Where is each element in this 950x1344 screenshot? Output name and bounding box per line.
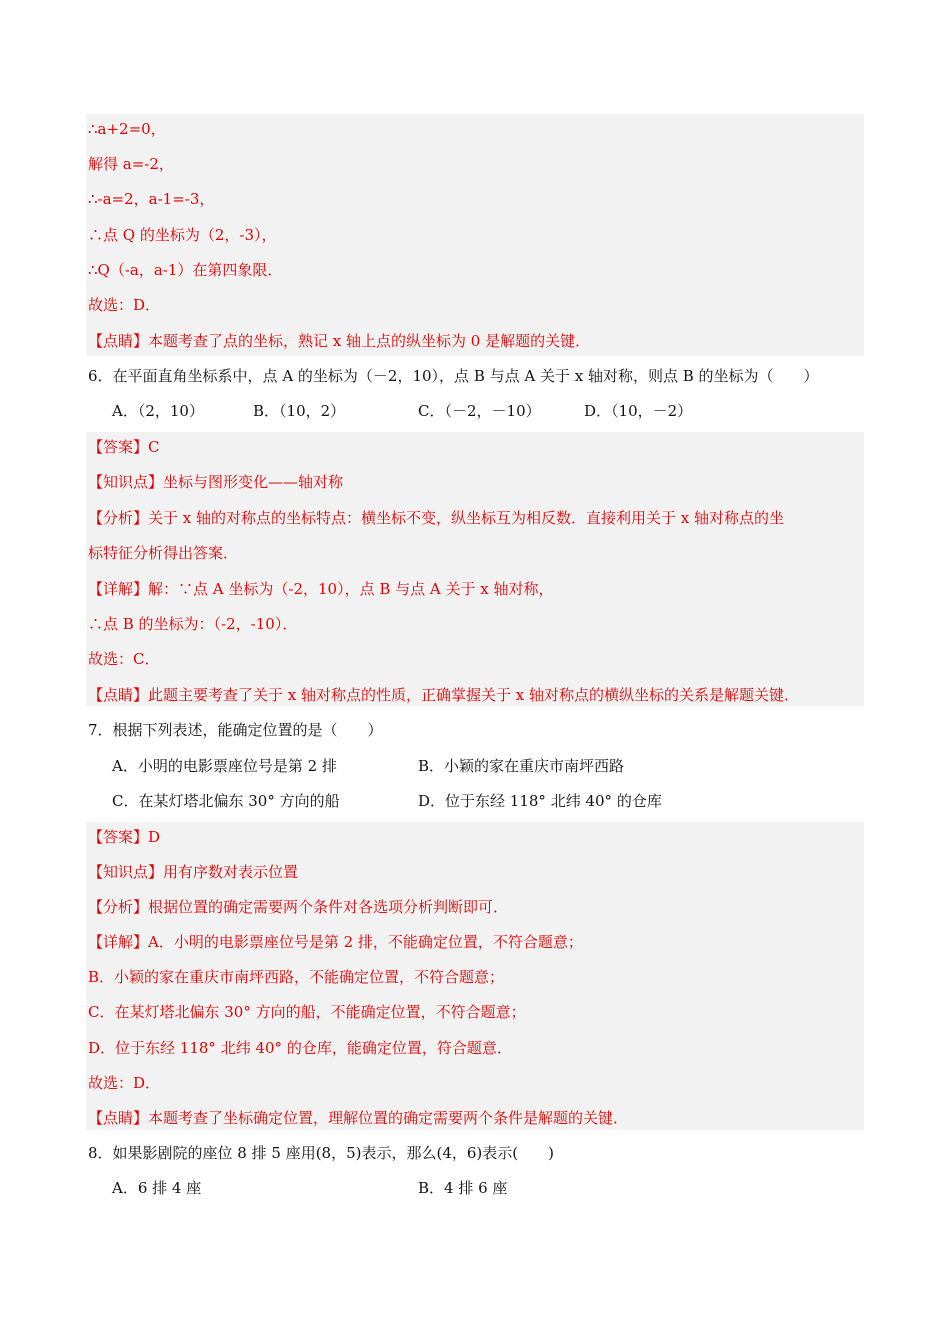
q7-comment: 【点睛】本题考查了坐标确定位置，理解位置的确定需要两个条件是解题的关键． (88, 1109, 629, 1127)
solution-line: ∴a+2=0， (88, 120, 166, 138)
q7-analysis: 【分析】根据位置的确定需要两个条件对各选项分析判断即可． (88, 898, 509, 916)
q7-detail-b: B．小颖的家在重庆市南坪西路，不能确定位置，不符合题意； (88, 968, 505, 986)
solution-line: ∴点 Q 的坐标为（2，-3）， (88, 226, 277, 244)
solution-line: 解得 a=-2， (88, 155, 174, 173)
q7-detail-c: C．在某灯塔北偏东 30° 方向的船，不能确定位置，不符合题意； (88, 1003, 526, 1021)
q6-comment: 【点睛】此题主要考查了关于 x 轴对称点的性质，正确掌握关于 x 轴对称点的横纵坐标的关系是解题关键． (88, 686, 799, 704)
q6-option-b: B．（10，2） (253, 402, 346, 420)
q6-choice: 故选：C． (88, 650, 160, 668)
solution-line: 故选：D． (88, 296, 161, 314)
q6-analysis: 【分析】关于 x 轴的对称点的坐标特点：横坐标不变，纵坐标互为相反数．直接利用关于 x 轴对称点的坐 (88, 509, 784, 527)
question-8-stem: 8．如果影剧院的座位 8 排 5 座用(8，5)表示，那么(4，6)表示( ) (88, 1144, 554, 1162)
question-6-stem: 6．在平面直角坐标系中，点 A 的坐标为（－2，10），点 B 与点 A 关于 x 轴对称，则点 B 的坐标为（ ） (88, 367, 819, 385)
solution-comment: 【点睛】本题考查了点的坐标，熟记 x 轴上点的纵坐标为 0 是解题的关键． (88, 332, 591, 350)
q7-option-a: A．小明的电影票座位号是第 2 排 (112, 757, 337, 775)
q7-choice: 故选：D． (88, 1074, 161, 1092)
q6-analysis-cont: 标特征分析得出答案． (88, 544, 239, 562)
solution-line: ∴Q（-a，a-1）在第四象限． (88, 261, 283, 279)
q6-knowledge: 【知识点】坐标与图形变化——轴对称 (88, 473, 344, 491)
q6-answer: 【答案】C (88, 438, 160, 456)
q6-detail: 【详解】解：∵点 A 坐标为（-2，10），点 B 与点 A 关于 x 轴对称， (88, 580, 554, 598)
q6-option-c: C．（－2，－10） (418, 402, 541, 420)
q8-option-a: A．6 排 4 座 (112, 1179, 202, 1197)
q7-detail-d: D．位于东经 118° 北纬 40° 的仓库，能确定位置，符合题意． (88, 1039, 512, 1057)
q7-option-d: D．位于东经 118° 北纬 40° 的仓库 (418, 792, 662, 810)
q7-option-c: C．在某灯塔北偏东 30° 方向的船 (112, 792, 340, 810)
question-7-stem: 7．根据下列表述，能确定位置的是（ ） (88, 721, 383, 739)
q7-option-b: B．小颖的家在重庆市南坪西路 (418, 757, 625, 775)
q7-answer: 【答案】D (88, 828, 161, 846)
q7-detail-a: 【详解】A．小明的电影票座位号是第 2 排，不能确定位置，不符合题意； (88, 933, 583, 951)
q6-option-a: A．（2，10） (112, 402, 204, 420)
solution-line: ∴-a=2，a-1=-3， (88, 190, 215, 208)
q7-knowledge: 【知识点】用有序数对表示位置 (88, 863, 299, 881)
q6-detail-line: ∴点 B 的坐标为：（-2，-10）． (88, 615, 298, 633)
q6-option-d: D．（10，－2） (584, 402, 693, 420)
q8-option-b: B．4 排 6 座 (418, 1179, 508, 1197)
